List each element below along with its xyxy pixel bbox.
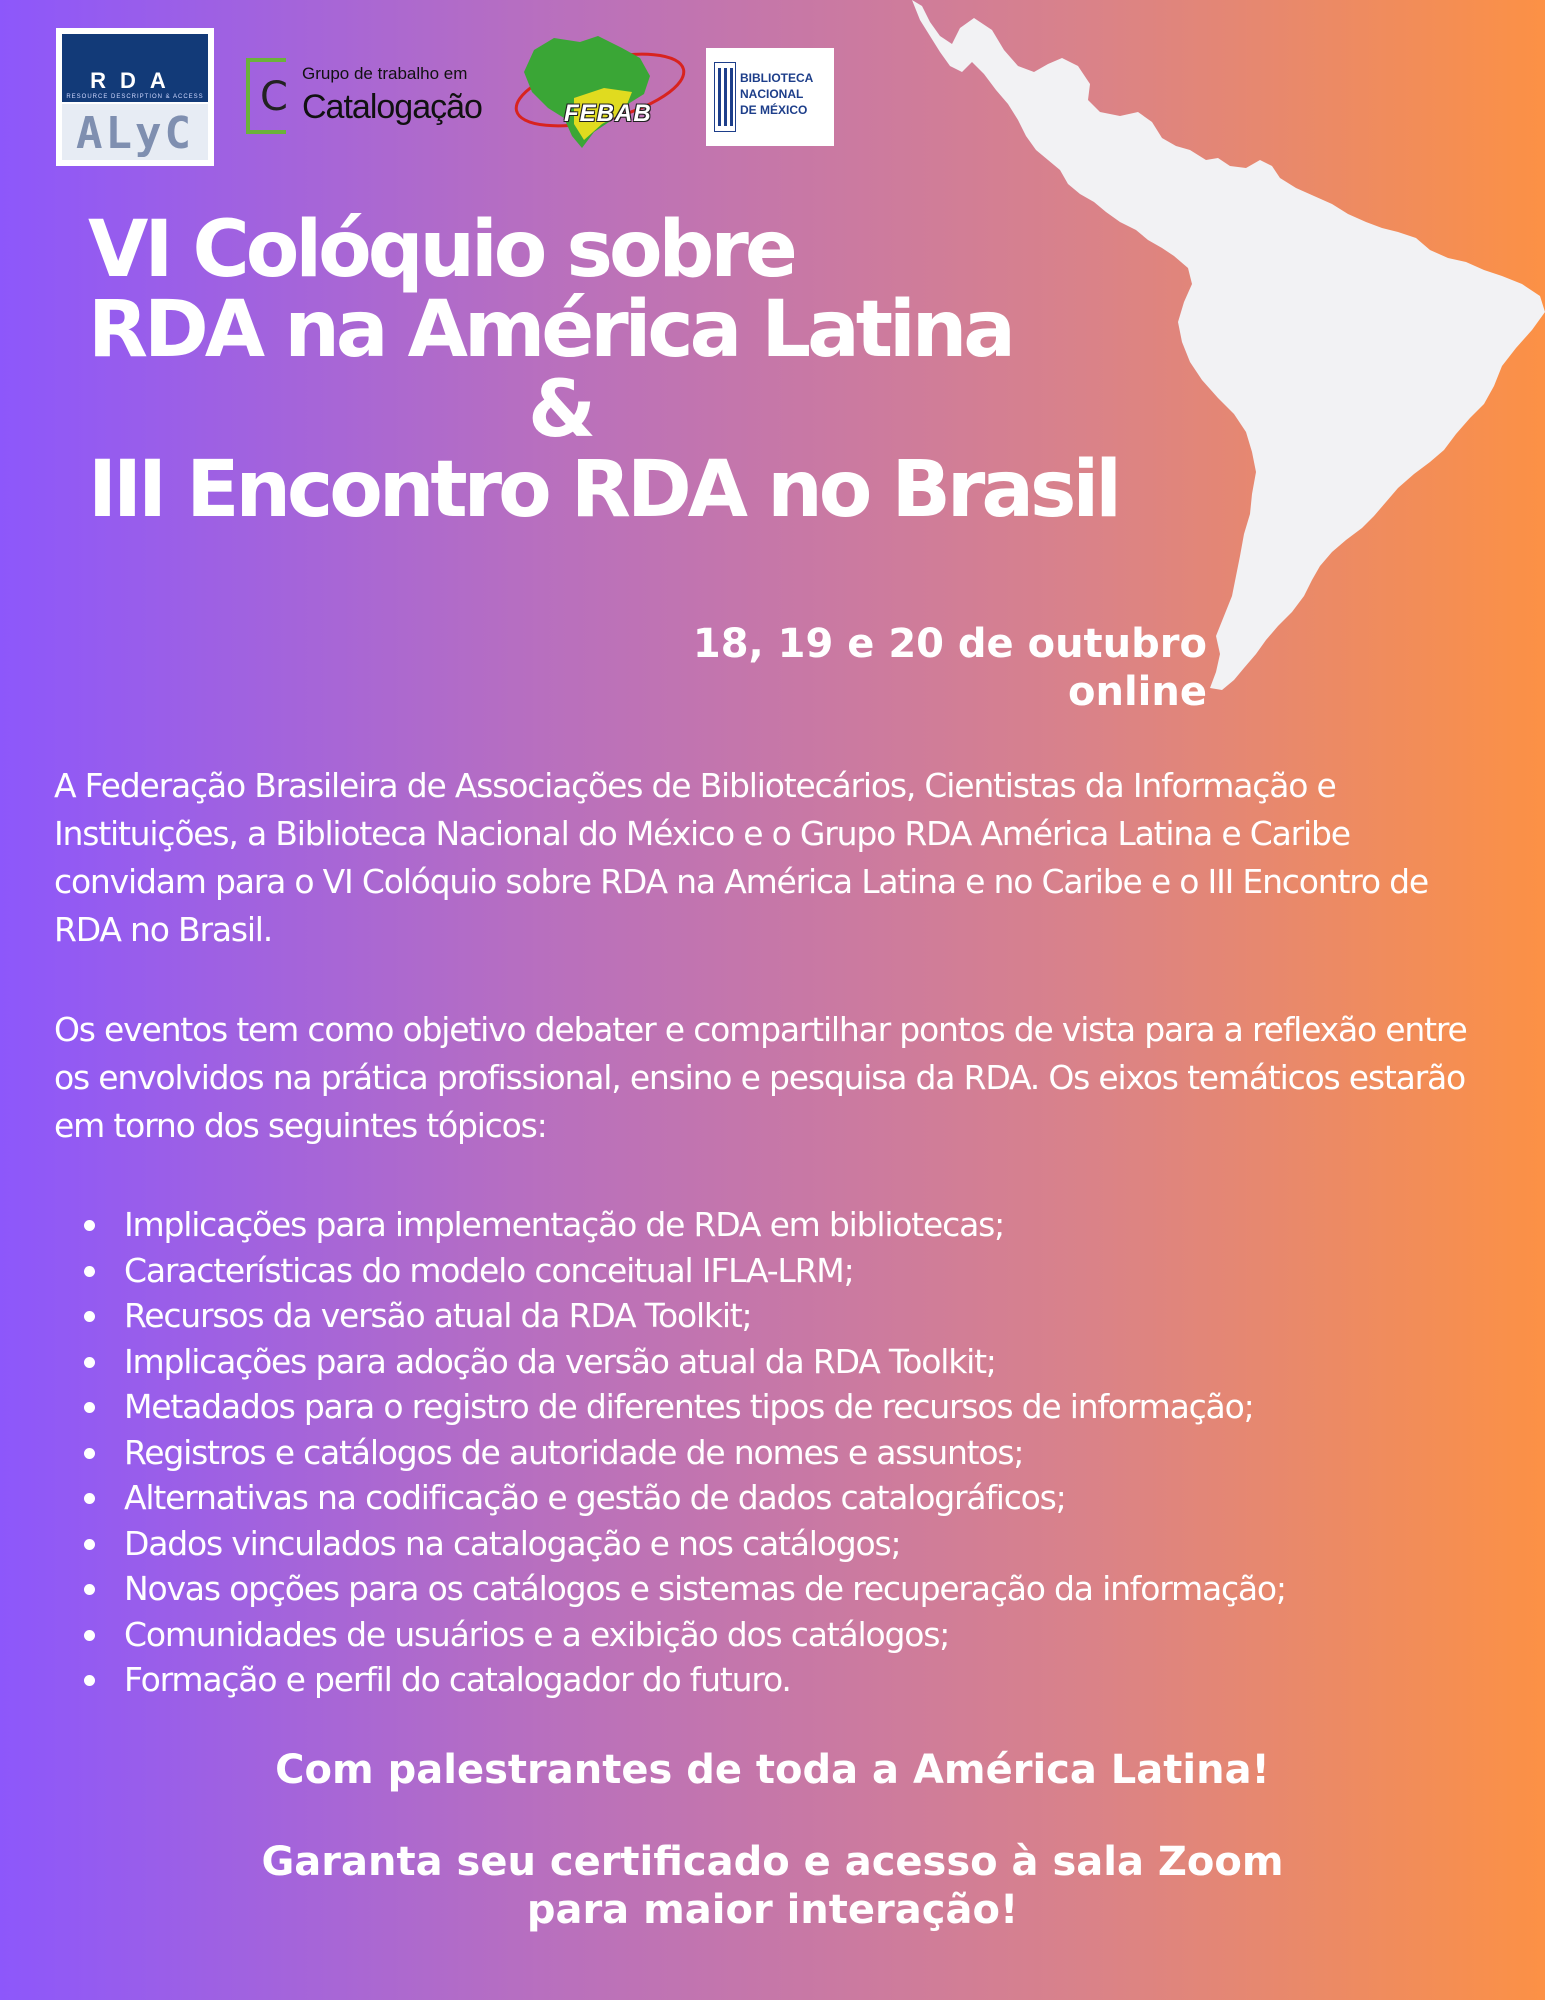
topic-text: Formação e perfil do catalogador do futuro. [124, 1660, 791, 1699]
bullet-icon [84, 1311, 95, 1322]
topic-text: Alternativas na codificação e gestão de dados catalográficos; [124, 1478, 1066, 1517]
list-item [74, 1657, 1514, 1703]
event-date [693, 620, 1207, 716]
certificate-callout [0, 1838, 1545, 1934]
logos-row [56, 28, 856, 168]
bullet-icon [84, 1220, 95, 1231]
topic-text: Registros e catálogos de autoridade de nomes e assuntos; [124, 1432, 1024, 1472]
gt-line2: Catalogação [302, 88, 482, 126]
list-item [74, 1339, 1514, 1385]
bullet-icon [84, 1266, 95, 1277]
topic-text: Características do modelo conceitual IFLA-LRM; [124, 1250, 854, 1290]
bullet-icon [84, 1584, 95, 1595]
list-item [74, 1202, 1514, 1248]
list-item [74, 1430, 1514, 1476]
bullet-icon [84, 1539, 95, 1550]
rda-logo-bottom [62, 104, 208, 160]
title-ampersand: & [528, 365, 593, 455]
gt-catalogacao-logo [246, 58, 486, 138]
brazil-map-icon [494, 28, 694, 158]
title-line1: VI Colóquio sobre [88, 205, 794, 295]
rda-alyc-logo [56, 28, 214, 166]
bullet-icon [84, 1630, 95, 1641]
topic-text: Dados vinculados na catalogação e nos catálogos; [124, 1523, 901, 1563]
topics-list [74, 1202, 1514, 1703]
topic-text: Metadados para o registro de diferentes tipos de recursos de informação; [124, 1387, 1254, 1426]
febab-logo [494, 28, 694, 158]
bnm-line1: BIBLIOTECA [740, 71, 814, 85]
objective-paragraph: Os eventos tem como objetivo debater e compartilhar pontos de vista para a reflexão entre os envolvidos na prática profissional, ensino e pesquisa da RDA. Os eixos temáticos estarão em torno dos seguintes tópicos: [54, 1010, 1467, 1145]
topic-text: Implicações para implementação de RDA em bibliotecas; [124, 1205, 1005, 1244]
intro-paragraph: A Federação Brasileira de Associações de Bibliotecários, Cientistas da Informação e Instituições, a Biblioteca Nacional do México e o Grupo RDA América Latina e Caribe convidam para o VI Colóquio sobre RDA na América Latina e no Caribe e o III Encontro de RDA no Brasil. [54, 766, 1428, 949]
bullet-icon [84, 1493, 95, 1504]
certificate-line1: Garanta seu certificado e acesso à sala Zoom [261, 1839, 1284, 1885]
list-item [74, 1248, 1514, 1294]
topic-text: Recursos da versão atual da RDA Toolkit; [124, 1296, 752, 1335]
library-building-icon [714, 62, 736, 132]
list-item [74, 1612, 1514, 1658]
list-item [74, 1521, 1514, 1567]
certificate-line2: para maior interação! [526, 1887, 1019, 1933]
gt-bracket-letter: C [260, 74, 288, 120]
topic-text: Implicações para adoção da versão atual da RDA Toolkit; [124, 1341, 996, 1381]
rda-group-name: ALyC [76, 108, 194, 159]
event-mode: online [1068, 669, 1207, 715]
bnm-line3: DE MÉXICO [740, 103, 808, 117]
list-item [74, 1384, 1514, 1430]
bullet-icon [84, 1357, 95, 1368]
rda-letters: RDA [90, 68, 180, 93]
bullet-icon [84, 1675, 95, 1686]
speakers-callout: Com palestrantes de toda a América Latina! [275, 1747, 1270, 1793]
bnm-text [740, 70, 813, 118]
bullet-icon [84, 1448, 95, 1459]
event-title [88, 205, 1228, 535]
rda-subtitle: RESOURCE DESCRIPTION & ACCESS [66, 94, 204, 100]
rda-logo-top [62, 34, 208, 102]
list-item [74, 1566, 1514, 1612]
list-item [74, 1475, 1514, 1521]
event-days: 18, 19 e 20 de outubro [692, 621, 1207, 667]
title-line3: III Encontro RDA no Brasil [88, 445, 1118, 535]
topic-text: Novas opções para os catálogos e sistemas de recuperação da informação; [124, 1569, 1286, 1608]
title-line2: RDA na América Latina [88, 285, 1012, 375]
list-item [74, 1293, 1514, 1339]
topic-text: Comunidades de usuários e a exibição dos catálogos; [124, 1614, 950, 1654]
bullet-icon [84, 1402, 95, 1413]
gt-line1: Grupo de trabalho em [302, 64, 468, 83]
biblioteca-nacional-mexico-logo [706, 48, 834, 146]
febab-text: FEBAB [564, 100, 652, 127]
bnm-line2: NACIONAL [740, 87, 804, 101]
